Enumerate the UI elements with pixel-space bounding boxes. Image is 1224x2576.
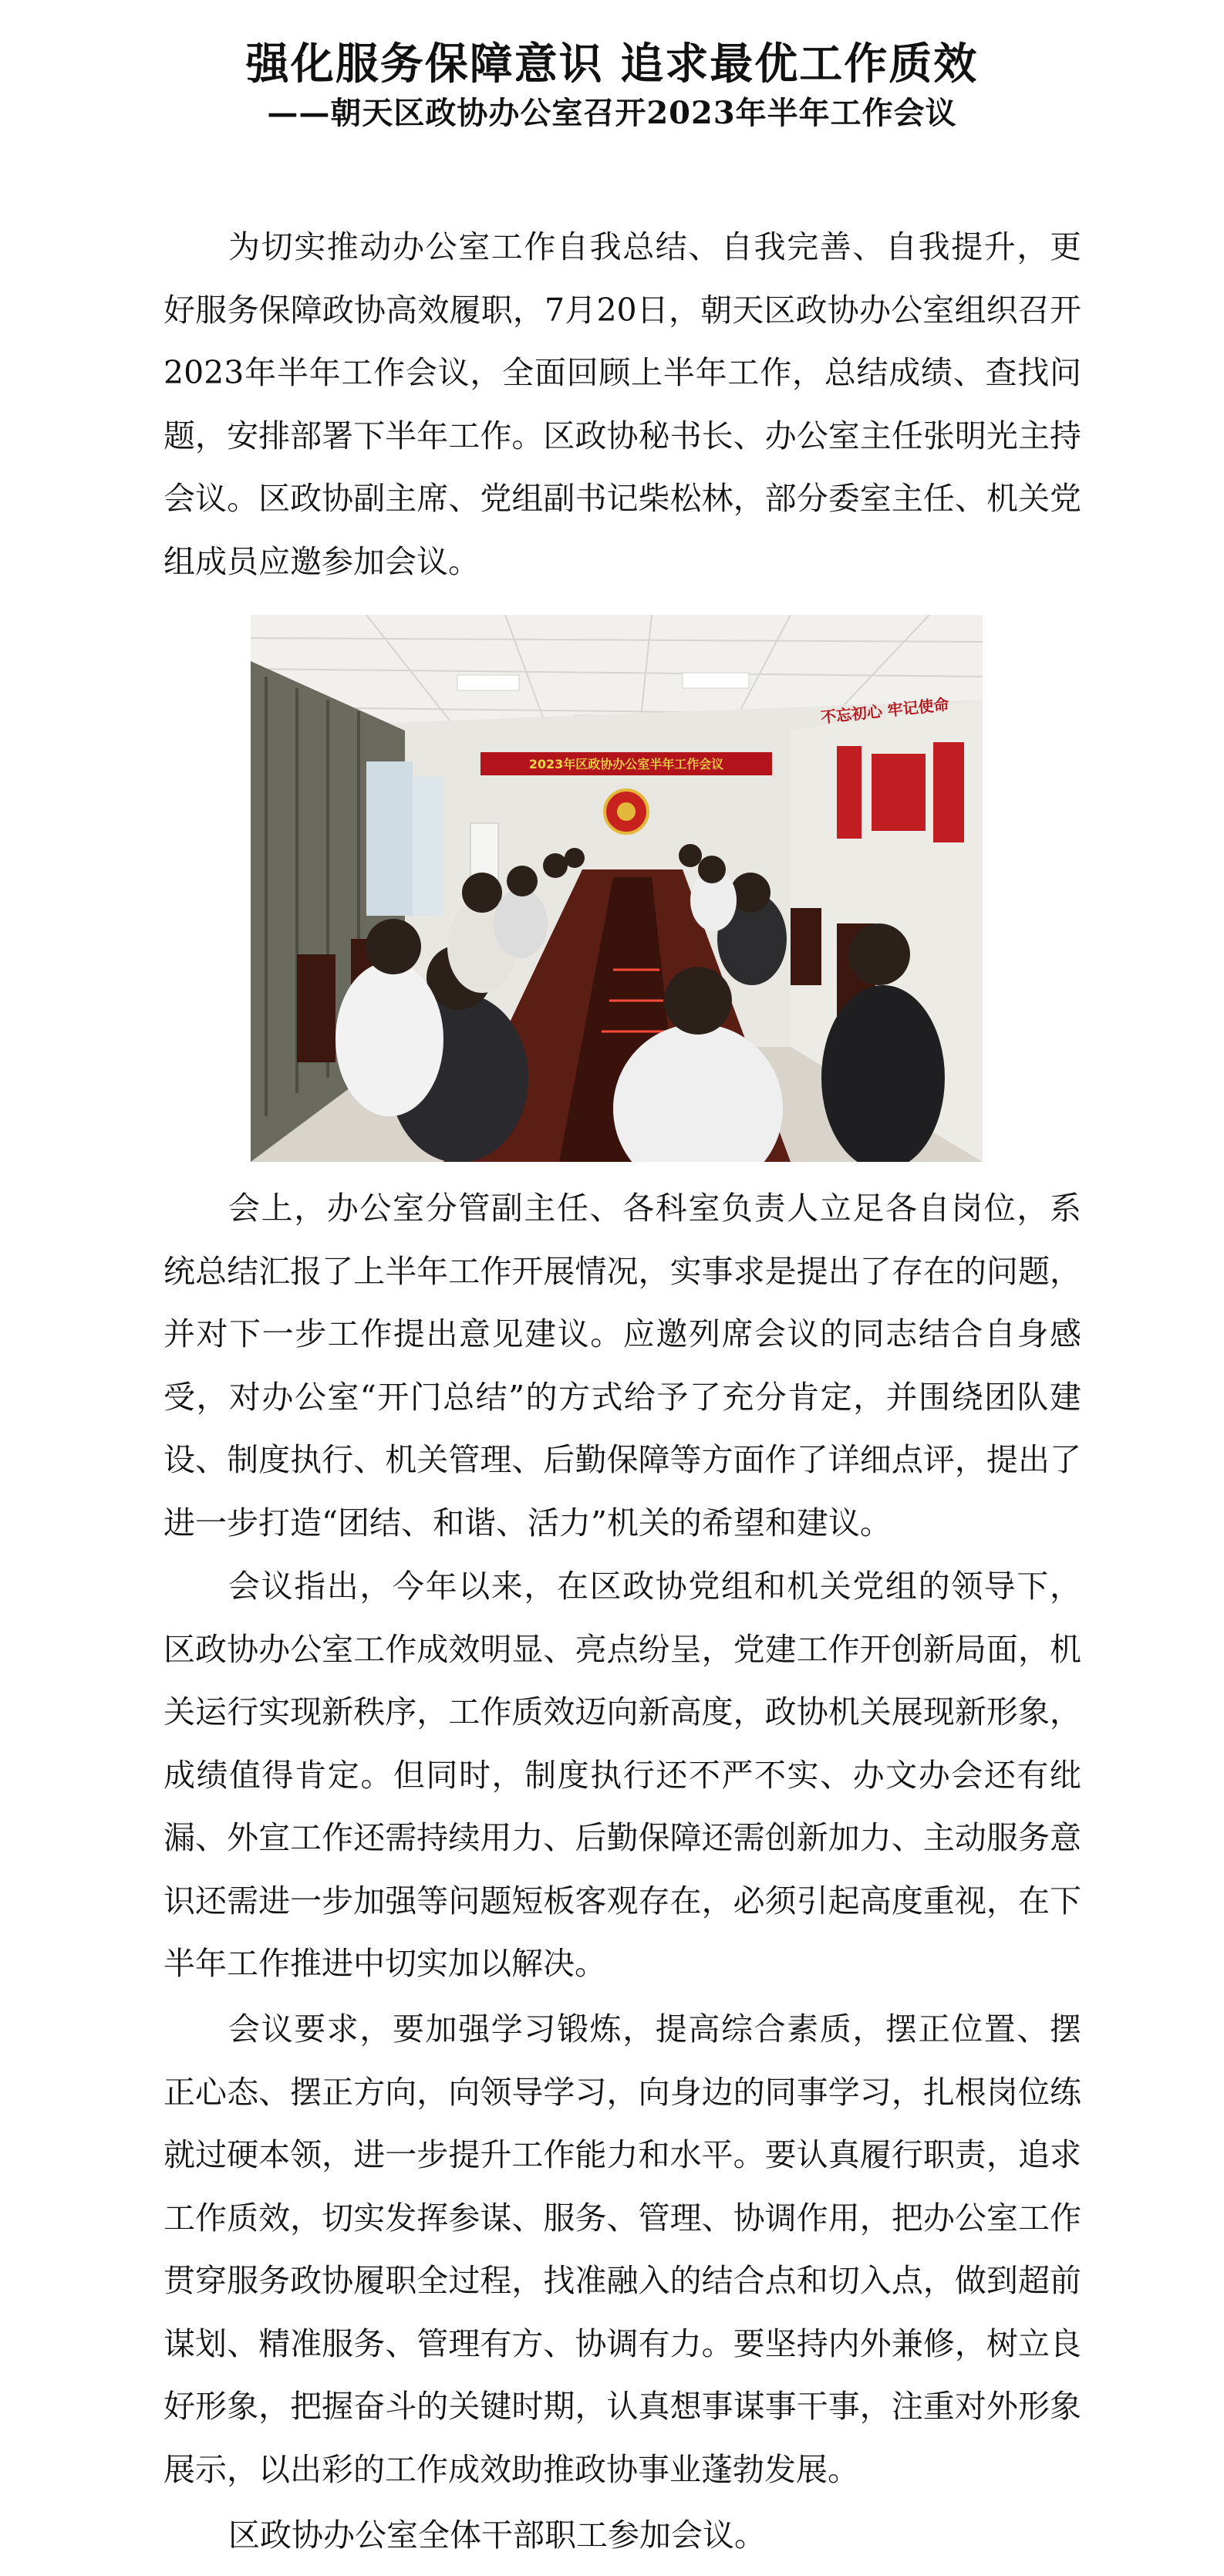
window <box>413 777 443 916</box>
wall-panel <box>872 754 926 831</box>
emblem-center <box>617 802 636 821</box>
paragraph-requirements: 会议要求，要加强学习锻炼，提高综合素质，摆正位置、摆正心态、摆正方向，向领导学习，向身边的同事学习，扎根岗位练就过硬本领，进一步提升工作能力和水平。要认真履行职责，追求工作质效，切实发挥参谋、服务、管理、协调作用，把办公室工作贯穿服务政协履职全过程，找准融入的结合点和切入点，做到超前谋划、精准服务、管理有方、协调有力。要坚持内外兼修，树立良好形象，把握奋斗的关键时期，认真想事谋事干事，注重对外形象展示，以出彩的工作成效助推政协事业蓬勃发展。 <box>164 2010 1081 2488</box>
wall-panel <box>837 746 862 839</box>
meeting-photo-illustration <box>251 615 983 1162</box>
article-subtitle: ——朝天区政协办公室召开2023年半年工作会议 <box>267 95 957 131</box>
ceiling-light <box>457 675 519 690</box>
banner-text: 2023年区政协办公室半年工作会议 <box>528 757 724 771</box>
wall-panel <box>933 742 964 842</box>
window <box>366 761 413 916</box>
paragraph-assessment: 会议指出，今年以来，在区政协党组和机关党组的领导下，区政协办公室工作成效明显、亮点纷呈，党建工作开创新局面，机关运行实现新秩序，工作质效迈向新高度，政协机关展现新形象，成绩值得肯定。但同时，制度执行还不严不实、办文办会还有纰漏、外宣工作还需持续用力、后勤保障还需创新加力、主动服务意识还需进一步加强等问题短板客观存在，必须引起高度重视，在下半年工作推进中切实加以解决。 <box>164 1568 1081 1982</box>
slogan-text: 不忘初心 牢记使命 <box>820 694 950 727</box>
paragraph-attendance: 区政协办公室全体干部职工参加会议。 <box>228 2517 766 2554</box>
article-title: 强化服务保障意识 追求最优工作质效 <box>245 39 979 89</box>
ceiling-light <box>683 673 749 688</box>
paragraph-intro: 为切实推动办公室工作自我总结、自我完善、自我提升，更好服务保障政协高效履职，7月20日，朝天区政协办公室组织召开2023年半年工作会议，全面回顾上半年工作，总结成绩、查找问题，安排部署下半年工作。区政协秘书长、办公室主任张明光主持会议。区政协副主席、党组副书记柴松林，部分委室主任、机关党组成员应邀参加会议。 <box>164 228 1081 580</box>
meeting-photo <box>251 615 983 1162</box>
paragraph-discussion: 会上，办公室分管副主任、各科室负责人立足各自岗位，系统总结汇报了上半年工作开展情况，实事求是提出了存在的问题，并对下一步工作提出意见建议。应邀列席会议的同志结合自身感受，对办公室“开门总结”的方式给予了充分肯定，并围绕团队建设、制度执行、机关管理、后勤保障等方面作了详细点评，提出了进一步打造“团结、和谐、活力”机关的希望和建议。 <box>164 1190 1081 1541</box>
